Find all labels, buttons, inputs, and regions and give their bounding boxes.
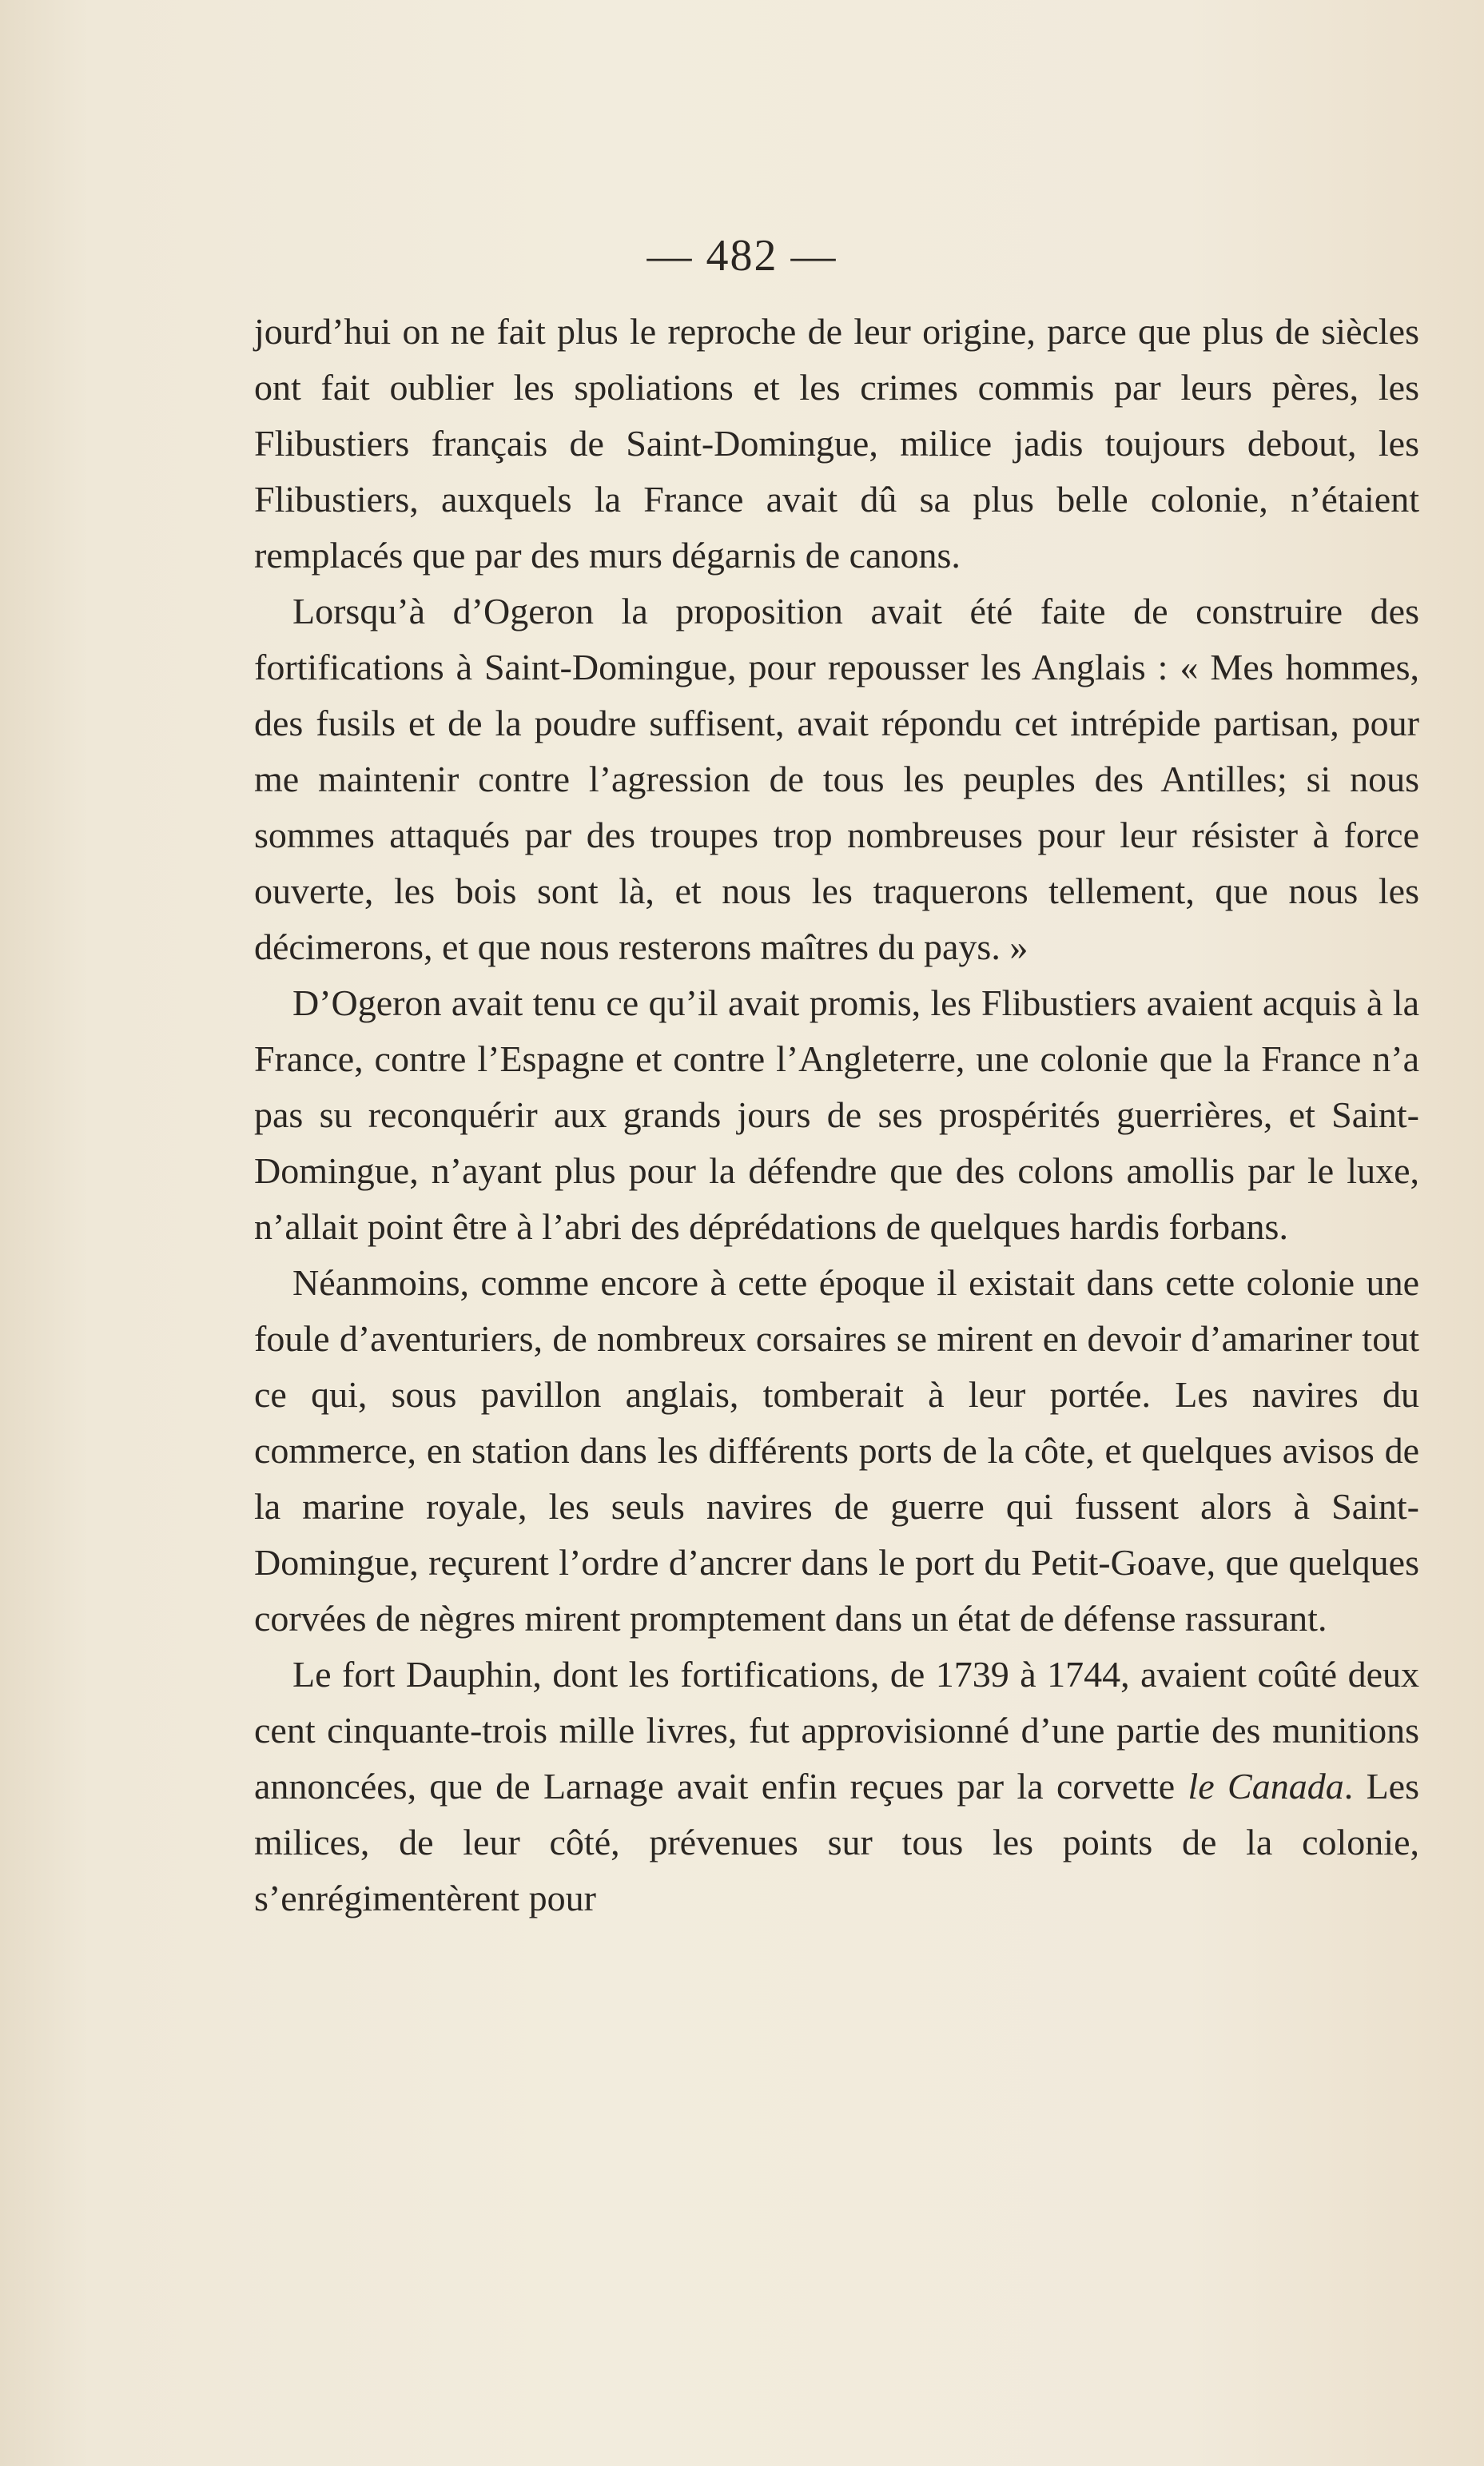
paragraph (254, 1647, 1419, 1926)
paragraph: jourd’hui on ne fait plus le reproche de leur origine, parce que plus de siècles ont fait oublier les spoliations et les crimes commis par leurs pères, les Flibustiers français de Saint-Domingue, milice jadis toujours debout, les Flibustiers, auxquels la France avait dû sa plus belle colonie, n’étaient remplacés que par des murs dégarnis de canons. (254, 311, 1419, 576)
page-number: — 482 — (647, 231, 837, 281)
paragraph-text: . Les milices, de leur côté, prévenues sur tous les points de la colonie, s’enrégimentèrent pour (254, 1766, 1419, 1918)
paragraph: Lorsqu’à d’Ogeron la proposition avait été faite de construire des fortifications à Saint-Domingue, pour repousser les Anglais : « Mes hommes, des fusils et de la poudre suffisent, avait répondu cet intrépide partisan, pour me maintenir contre l’agression de tous les peuples des Antilles; si nous sommes attaqués par des troupes trop nombreuses pour leur résister à force ouverte, les bois sont là, et nous les traquerons tellement, que nous les décimerons, et que nous resterons maîtres du pays. » (254, 591, 1419, 967)
paragraph: D’Ogeron avait tenu ce qu’il avait promis, les Flibustiers avaient acquis à la France, contre l’Espagne et contre l’Angleterre, une colonie que la France n’a pas su reconquérir aux grands jours de ses prospérités guerrières, et Saint-Domingue, n’ayant plus pour la défendre que des colons amollis par le luxe, n’allait point être à l’abri des déprédations de quelques hardis forbans. (254, 982, 1419, 1247)
body-text (254, 304, 1419, 1926)
paragraph: Néanmoins, comme encore à cette époque il existait dans cette colonie une foule d’aventuriers, de nombreux corsaires se mirent en devoir d’amariner tout ce qui, sous pavillon anglais, tomberait à leur portée. Les navires du commerce, en station dans les différents ports de la côte, et quelques avisos de la marine royale, les seuls navires de guerre qui fussent alors à Saint-Domingue, reçurent l’ordre d’ancrer dans le port du Petit-Goave, que quelques corvées de nègres mirent promptement dans un état de défense rassurant. (254, 1262, 1419, 1639)
paragraph-text: Le fort Dauphin, dont les fortifications, de 1739 à 1744, avaient coûté deux cent cinquante-trois mille livres, fut approvisionné d’une partie des munitions annoncées, que de Larnage avait enfin reçues par la corvette (254, 1654, 1419, 1807)
ship-name: le Canada (1188, 1766, 1344, 1807)
